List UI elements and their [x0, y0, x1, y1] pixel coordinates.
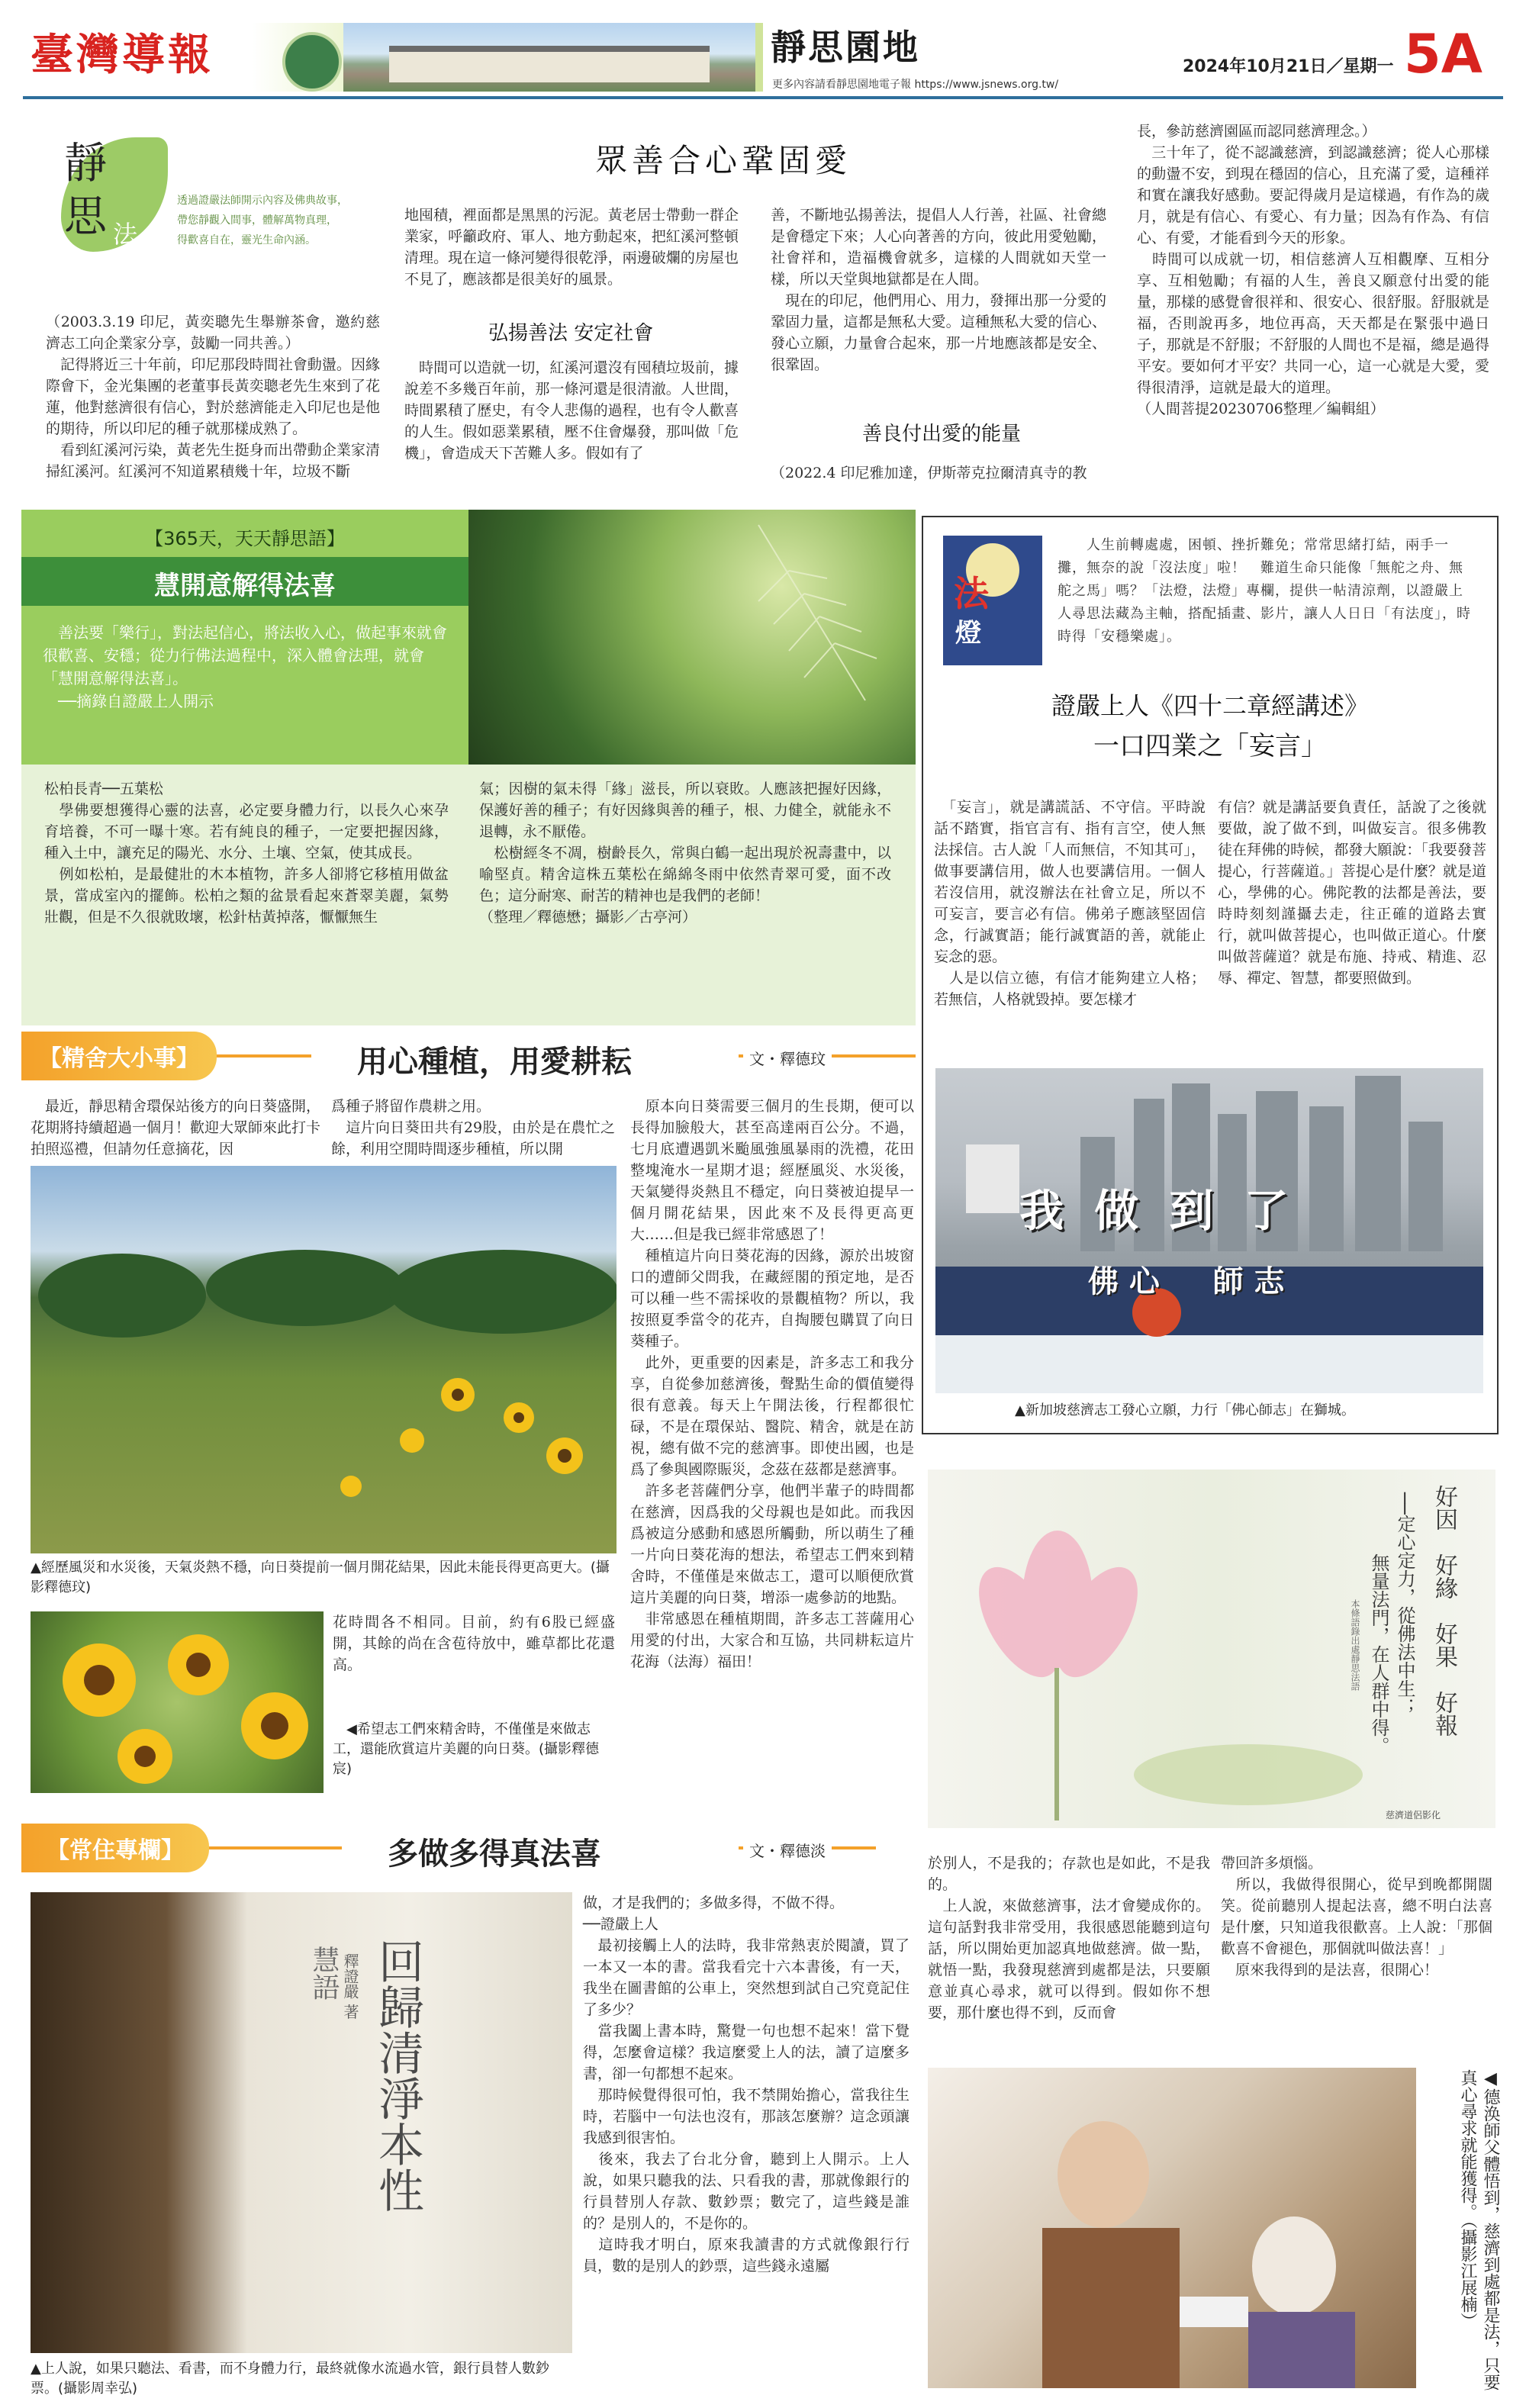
think365-col-right: 氣；因樹的氣未得「緣」滋長，所以衰敗。人應該把握好因緣，保護好善的種子；有好因緣與善的種子，根、力健全，就能永不退轉，永不厭倦。 松樹經冬不凋，樹齡長久，常與白鶴一起出現於祝壽畫中，以喻堅貞。精舍這株五葉松在綿綿冬雨中依然青翠可愛，面不改色；這分耐寒、耐苦的精神也是我們的老師！ （整理／釋德懋；攝影／古亭河）	[479, 781, 891, 926]
jingshe-header	[21, 1032, 916, 1080]
singapore-volunteers-photo	[935, 1068, 1483, 1393]
changzhu-col-2: 於別人，不是我的；存款也是如此，不是我的。 上人說，來做慈濟事，法才會變成你的。這句話對我非常受用，我很感恩能聽到這句話，所以開始更加認真地做慈濟。做一點，就悟一點，我發現慈濟到處都是法，只要願意並真心尋求，就可以得到。假如你不想要，那什麼也得不到，反而會	[928, 1855, 1210, 2021]
ejournal-link[interactable]: 更多內容請看靜思園地電子報 https://www.jsnews.org.tw/	[772, 79, 1059, 91]
dharma-subhead-1: 弘揚善法 安定社會	[488, 322, 654, 345]
jingsi-logo-icon	[282, 32, 342, 92]
nun-tea-caption: ◀德涣師父體悟到，慈濟到處都是法，只要真心尋求就能獲得。（攝影江展楠）	[1458, 2069, 1500, 2390]
lotus-poem-1: 好因 好緣 好果 好報	[1431, 1485, 1457, 1737]
book-caption: ▲上人說，如果只聽法、看書，而不身體力行，最終就像水流過水管，銀行員替人數鈔票。(攝影周幸弘)	[31, 2361, 549, 2397]
page-number: 5A	[1404, 23, 1483, 85]
lotus-credit-2: 慈濟道侶影化	[1386, 1810, 1441, 1820]
dharma-title-char-4: 語	[113, 247, 138, 276]
fadeng-section	[922, 516, 1499, 1434]
changzhu-author: 文・釋德淡	[743, 1839, 832, 1861]
fadeng-title-2: 一口四業之「妄言」	[1093, 731, 1327, 761]
dharma-col-2b: 時間可以造就一切，紅溪河還沒有囤積垃圾前，據說差不多幾百年前，那一條河還是很清澈。人世間，時間累積了歷史，有令人悲傷的過程，也有令人歡喜的人生。假如惡業累積，壓不住會爆發，那叫做「危機」，會造成天下苦難人多。假如有了	[404, 359, 739, 462]
dharma-words-section	[0, 107, 1526, 504]
fadeng-logo	[943, 536, 1042, 665]
jingshe-tab: 【精舍大小事】	[21, 1032, 217, 1080]
lotus-poem-3: 無量法門，在人群中得。	[1368, 1553, 1389, 1755]
jingshe-mid-text: 花時間各不相同。目前，約有6股已經盛開，其餘的尚在含苞待放中，雖草都比花還高。	[333, 1614, 615, 1673]
fadeng-col-left: 「妄言」，就是講謊話、不守信。平時說話不踏實，指官言有、指有言空，使人無法採信。古人說「人而無信，不知其可」，做事要講信用，做人也要講信用。一個人若沒信用，就沒辦法在社會立足，所以不可妄言，要言必有信。佛弟子應該堅固信念，行誠實語；能行誠實語的善，就能止妄念的惡。 人是以信立德，有信才能夠建立人格；若無信，人格就毀掉。要怎樣才	[934, 799, 1206, 1008]
jingshe-title: 用心種植，用愛耕耘	[357, 1045, 632, 1080]
paper-name: 臺灣導報	[31, 30, 214, 80]
fadeng-char-2: 燈	[955, 618, 981, 649]
fadeng-char-1: 法	[954, 573, 989, 614]
changzhu-col-3: 帶回許多煩惱。 所以，我做得很開心，從早到晚都開闊笑。從前聽別人提起法喜，總不明白法喜是什麼，只知道我很歡喜。上人說：「那個歡喜不會褪色，那個就叫做法喜！」 原來我得到的是法喜，很開心！	[1221, 1855, 1492, 1978]
jingshe-intro-1: 最近，靜思精舍環保站後方的向日葵盛開，花期將持續超過一個月！歡迎大眾師來此打卡拍照巡禮，但請勿任意摘花，因	[31, 1098, 321, 1157]
think365-section	[21, 510, 916, 1025]
dharma-title-char-2: 思	[64, 192, 107, 242]
book-series: 慧語	[308, 1946, 340, 2001]
sunflower-field-photo	[31, 1166, 617, 1553]
pine-needles-drawing	[468, 510, 916, 765]
photo-sign-2: 佛 心 師 志	[1088, 1264, 1285, 1299]
fadeng-col-right: 有信？就是講話要負責任，話說了之後就要做，說了做不到，叫做妄言。很多佛教徒在拜佛的時候，都發大願說：「我要發菩提心，行菩薩道。」菩提心是什麼？就是道心，學佛的心。佛陀教的法都是善法，要時時刻刻謹攝去走，往正確的道路去實行，就叫做菩提心，也叫做正道心。什麼叫做菩薩道？就是布施、持戒、精進、忍辱、禪定、智慧，都要照做到。	[1218, 799, 1486, 987]
changzhu-col-1: 做，才是我們的；多做多得，不做不得。 ──證嚴上人 最初接觸上人的法時，我非常熱衷於閱讀，買了一本又一本的書。當我看完十六本書後，有一天，我坐在圖書館的公車上，突然想到試自己究竟記住了多少？ 當我闔上書本時，驚覺一句也想不起來！當下覺得，怎麼會這樣？我這麼愛上人的法，讀了這麼多書，卻一句都想不起來。 那時候覺得很可怕，我不禁開始擔心，當我往生時，若腦中一句法也沒有，那該怎麼辦？這念頭讓我感到很害怕。 後來，我去了台北分會，聽到上人開示。上人說，如果只聽我的法、只看我的書，那就像銀行的行員替別人存款、數鈔票；數完了，這些錢是誰的？是別人的，不是你的。 這時我才明白，原來我讀書的方式就像銀行行員，數的是別人的鈔票，這些錢永遠屬	[583, 1895, 909, 2274]
section-name: 靜思園地	[771, 27, 920, 68]
abode-building-image	[343, 23, 755, 92]
think365-tag: 【365天，天天靜思語】	[145, 528, 345, 549]
lotus-poem-2: ──定心定力，從佛法中生；	[1394, 1492, 1415, 1716]
think365-col-left: 松柏長青──五葉松 學佛要想獲得心靈的法喜，必定要身體力行，以長久心來孕育培養，不可一曝十寒。若有純良的種子，一定要把握因緣，種入土中，讓充足的陽光、水分、土壤、空氣，使其成長。 例如松柏，是最健壯的木本植物，許多人卻將它移植用做盆景，當成室內的擺飾。松柏之類的盆景看起來蒼翠美麗，氣勢壯觀，但是不久很就敗壞，松針枯黃掉落，懨懨無生	[44, 781, 449, 926]
lotus-panel	[928, 1470, 1495, 1828]
fadeng-intro: 人生前轉處處，困頓、挫折難免；常常思緒打結，兩手一攤，無奈的說「沒法度」啦！ 難道生命只能像「無舵之舟、無舵之馬」嗎？「法燈，法燈」專欄，提供一帖清涼劑，以證嚴上人尋思法藏為主軸，搭配插畫、影片，讓人人日日「有法度」，時時得「安穩樂處」。	[1058, 537, 1471, 645]
changzhu-tab: 【常住專欄】	[21, 1824, 209, 1872]
issue-date: 2024年10月21日／星期一	[1183, 57, 1394, 76]
nun-tea-photo	[928, 2068, 1416, 2388]
fadeng-title-1: 證嚴上人《四十二章經講述》	[1051, 691, 1369, 720]
lotus-credit: 本條語錄出處靜思法語	[1350, 1599, 1360, 1691]
nun-tea-drawing	[928, 2068, 1416, 2388]
jingshe-intro-2: 爲種子將留作農耕之用。 這片向日葵田共有29股，由於是在農忙之餘，利用空閒時間逐步種植，所以開	[331, 1098, 615, 1157]
masthead	[0, 0, 1526, 99]
sunflower-closeup-caption: ◀希望志工們來精舍時，不僅僅是來做志工，還能欣賞這片美麗的向日葵。(攝影釋德宸)	[333, 1721, 600, 1777]
dharma-subhead-2: 善良付出愛的能量	[862, 423, 1022, 446]
book-title: 回歸清淨本性	[371, 1938, 424, 2213]
changzhu-header	[21, 1824, 916, 1872]
book-author: 釋證嚴 著	[341, 1953, 359, 2020]
fadeng-caption: ▲新加坡慈濟志工發心立願，力行「佛心師志」在獅城。	[1015, 1402, 1355, 1418]
dharma-col-3b: （2022.4 印尼雅加達，伊斯蒂克拉爾清真寺的教	[771, 465, 1087, 481]
changzhu-title: 多做多得真法喜	[388, 1837, 601, 1872]
dharma-headline: 眾善合心鞏固愛	[595, 142, 852, 179]
sunflower-field-drawing	[31, 1166, 617, 1553]
dharma-title-char-1: 靜	[64, 139, 107, 188]
book-photo	[31, 1892, 572, 2353]
dharma-col-2a: 地囤積，裡面都是黑黑的污泥。黃老居士帶動一群企業家，呼籲政府、軍人、地方動起來，把紅溪河整頓清理。現在這一條河變得很乾淨，兩邊破爛的房屋也不見了，應該都是很美好的風景。	[404, 207, 739, 288]
jingshe-author: 文・釋德玟	[743, 1047, 832, 1069]
think365-title: 慧開意解得法喜	[154, 571, 336, 601]
sunflower-closeup-photo	[31, 1611, 324, 1793]
sunflower-field-caption: ▲經歷風災和水災後，天氣炎熱不穩，向日葵提前一個月開花結果，因此未能長得更高更大。(攝影釋德玟)	[31, 1560, 610, 1595]
dharma-col-4: 長，參訪慈濟園區而認同慈濟理念。） 三十年了，從不認識慈濟，到認識慈濟；從人心那樣的動盪不安，到現在穩固的信心，且充滿了愛，這種祥和實在讓我好感動。要記得歲月是這樣過，有作為的歲月，就是有信心、有愛心、有力量；因為有作為、有信心、有愛，才能看到今天的形象。 時間可以成就一切，相信慈濟人互相觀摩、互相分享、互相勉勵；有福的人生，善良又願意付出愛的能量，那樣的感覺會很祥和、很安心、很舒服。舒服就是福，否則說再多，地位再高，天天都是在緊張中過日子，那就是不舒服；不舒服的人間也不是福，總是過得平安。要如何才平安？共同一心，這一心就是大愛，愛得很清淨，這就是最大的道理。 （人間菩提20230706整理／編輯組）	[1137, 123, 1489, 417]
dharma-intro: 透過證嚴法師開示內容及佛典故事， 帶您靜觀入間事，體解萬物真理， 得歡喜自在，靈光生命內涵。	[177, 195, 348, 246]
think365-quote: 善法要「樂行」，對法起信心，將法收入心，做起事來就會很歡喜、安穩；從力行佛法過程中，深入體會法理，就會「慧開意解得法喜」。 ──摘錄自證嚴上人開示	[43, 623, 447, 710]
pine-branch-photo	[468, 510, 916, 765]
jingshe-col-right: 原本向日葵需要三個月的生長期，便可以長得加臉般大，甚至高達兩百公分。不過，七月底遭遇凱米颱風強風暴雨的洗禮，花田整塊淹水一星期才退；經歷風災、水災後，天氣變得炎熱且不穩定，向日葵被迫提早一個月開花結果，因此來不及長得更高更大……但是我已經非常感恩了！ 種植這片向日葵花海的因緣，源於出坡窗口的遭師父問我，在藏經閣的預定地，是否可以種一些不需採收的景觀植物？所以，我按照夏季當令的花卉，自掏腰包購買了向日葵種子。 此外，更重要的因素是，許多志工和我分享，自從參加慈濟後，聲點生命的價值變得很有意義。每天上午開法後，行程都很忙碌，不是在環保站、醫院、精舍，就是在訪視，總有做不完的慈濟事。即使出國，也是爲了參與國際賑災，念茲在茲都是慈濟事。 許多老菩薩們分享，他們半輩子的時間都在慈濟，因爲我的父母親也是如此。而我因爲被這分感動和感恩所觸動，所以萌生了種一片向日葵花海的想法，希望志工們來到精舍時，不僅僅是來做志工，還可以順便欣賞這片美麗的向日葵，增添一處參訪的地點。 非常感恩在種植期間，許多志工菩薩用心用愛的付出，大家合和互協，共同耕耘這片花海（法海）福田！	[630, 1098, 914, 1670]
sunflowers-drawing	[31, 1611, 324, 1793]
header-rule	[23, 96, 1503, 99]
dharma-col-3a: 善，不斷地弘揚善法，提倡人人行善，社區、社會總是會穩定下來；人心向著善的方向，彼此用愛勉勵，社會祥和，造福機會就多，這樣的人間就如天堂一樣，所以天堂與地獄都是在人間。 現在的印尼，他們用心、用力，發揮出那一分愛的鞏固力量，這都是無私大愛。這種無私大愛的信心、發心立願，力量會合起來，那一片地應該都是安全、很鞏固。	[771, 207, 1106, 373]
dharma-col-1: （2003.3.19 印尼，黃奕聰先生舉辦茶會，邀約慈濟志工向企業家分享，鼓勵一同共善。） 記得將近三十年前，印尼那段時間社會動盪。因緣際會下，金光集團的老董事長黃奕聰老先生來到了花蓮，他對慈濟很有信心，對於慈濟能走入印尼也是他的期待，所以印尼的種子就那樣成熟了。 看到紅溪河污染，黃老先生挺身而出帶動企業家清掃紅溪河。紅溪河不知道累積幾十年，垃圾不斷	[46, 314, 380, 480]
photo-sign-1: 我 做 到 了	[1019, 1185, 1296, 1237]
dharma-title-char-3: 法	[113, 220, 138, 249]
